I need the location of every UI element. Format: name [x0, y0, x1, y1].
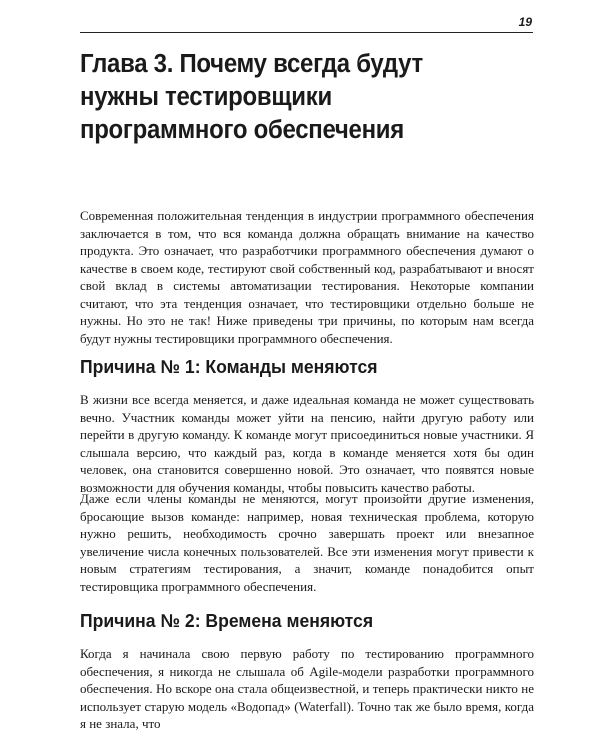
chapter-title: Глава 3. Почему всегда будут нужны тестировщики программного обеспечения	[80, 50, 423, 144]
section-1-paragraph-1: В жизни все всегда меняется, и даже идеальная команда не может существовать вечно. Участник команды может уйти на пенсию, найти другую работу или перейти в другую команду. К команде могут присоединиться новые участники. Я слышала версию, что каждый раз, когда в команде меняется хотя бы один человек, она становится совершенно новой. Это означает, что появятся новые возможности для обучения команды, чтобы повысить качество работы.	[80, 392, 534, 495]
section-2-paragraph-1: Когда я начинала свою первую работу по тестированию программного обеспечения, я никогда не слышала об Agile-модели разработки программного обеспечения. Но вскоре она стала общеизвестной, и теперь практически никто не использует старую модель «Водопад» (Waterfall). Точно так же было время, когда я не знала, что	[80, 646, 534, 731]
page-number: 19	[518, 15, 532, 29]
intro-paragraph: Современная положительная тенденция в индустрии программного обеспечения заключается в том, что вся команда должна обращать внимание на качество продукта. Это означает, что разработчики программного обеспечения думают о качестве в своем коде, тестируют свой собственный код, разрабатывают и вносят свой вклад в системы автоматизации тестирования. Некоторые компании считают, что эта тенденция означает, что тестировщики отдельно больше не нужны. Но это не так! Ниже приведены три причины, по которым нам всегда будут нужны тестировщики программного обеспечения.	[80, 208, 534, 346]
header-rule	[80, 32, 533, 33]
section-1-paragraph-2: Даже если члены команды не меняются, могут произойти другие изменения, бросающие вызов команде: например, новая техническая проблема, которую нужно решить, необходимость срочно завершать проект или внезапное увеличение числа конечных пользователей. Все эти изменения могут привести к новым стратегиям тестирования, а значит, команде понадобится опыт тестировщика программного обеспечения.	[80, 491, 534, 594]
section-heading-reason-2: Причина № 2: Времена меняются	[80, 610, 374, 631]
section-heading-reason-1: Причина № 1: Команды меняются	[80, 356, 378, 377]
